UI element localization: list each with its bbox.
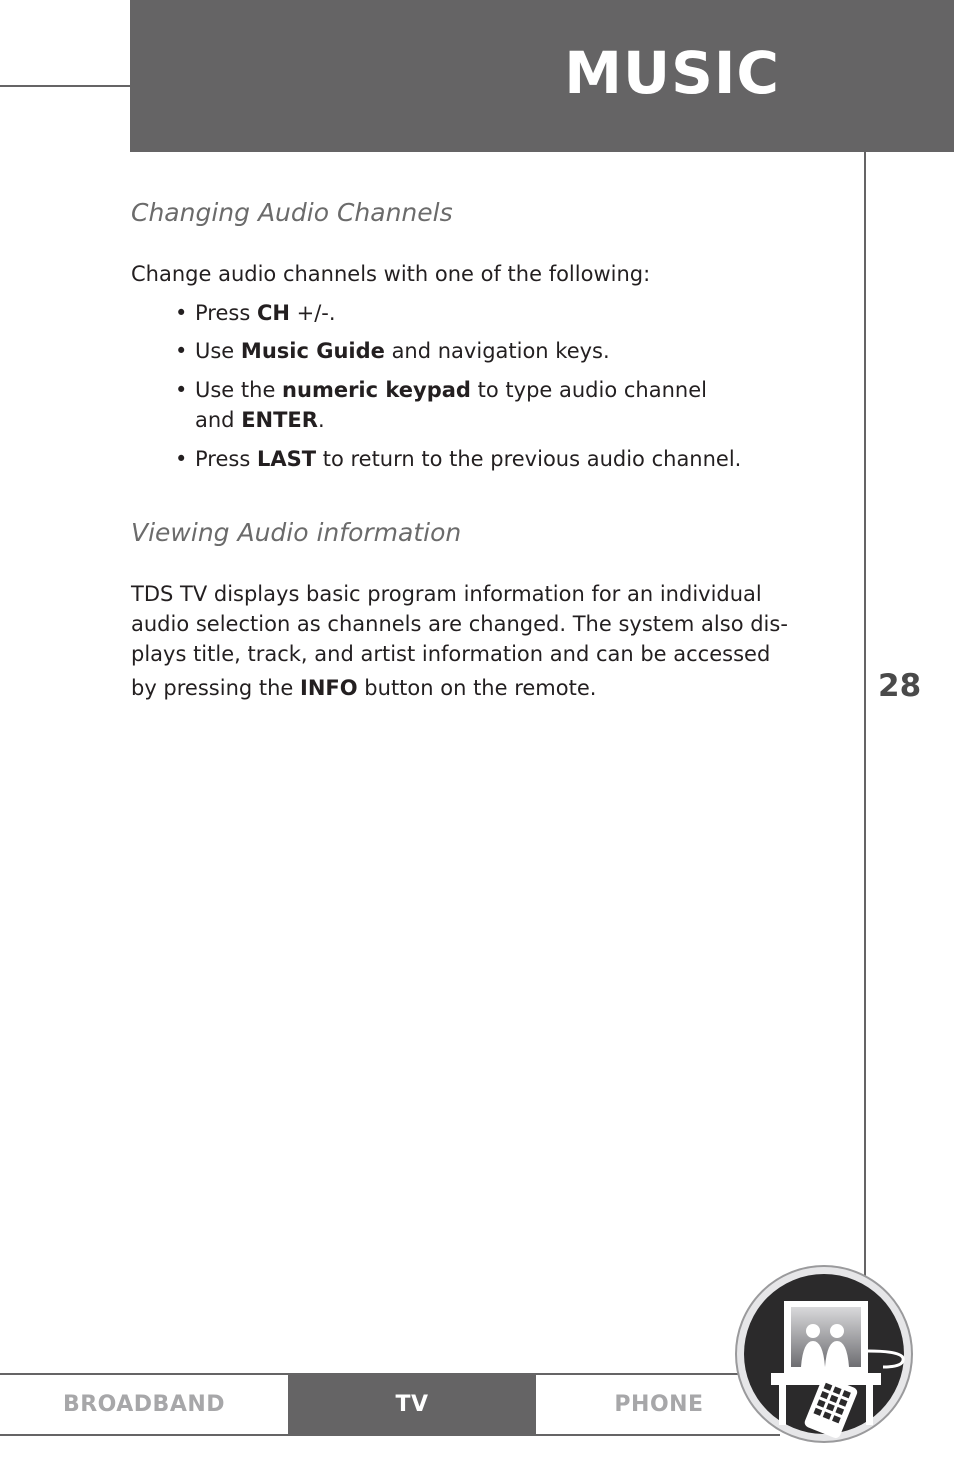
list-item <box>175 375 775 435</box>
tab-tv[interactable]: TV <box>288 1375 536 1434</box>
bullet-text: Press <box>195 447 257 471</box>
bullet-icon: • <box>175 378 188 402</box>
bullet-icon: • <box>175 447 188 471</box>
bullet-key: Music Guide <box>240 339 385 363</box>
section-heading-changing-audio: Changing Audio Channels <box>131 198 453 227</box>
bullet-text: . <box>317 408 325 432</box>
bullet-text: Press <box>195 301 257 325</box>
bullet-key: LAST <box>256 447 317 471</box>
footer-bottom-rule <box>0 1434 780 1436</box>
bullet-text: Use the <box>195 378 283 402</box>
right-margin-rule <box>864 152 866 1392</box>
info-key: INFO <box>300 676 358 700</box>
bullet-text: Use <box>195 339 241 363</box>
paragraph-line: button on the remote. <box>357 676 597 700</box>
bullet-icon: • <box>175 339 188 363</box>
bullet-text: +/-. <box>289 301 336 325</box>
section-heading-viewing-audio: Viewing Audio information <box>131 518 462 547</box>
bullet-text: to return to the previous audio channel. <box>316 447 742 471</box>
section2-paragraph <box>131 579 791 703</box>
list-item <box>175 298 775 328</box>
paragraph-line: plays title, track, and artist information and can be accessed <box>131 642 771 666</box>
paragraph-line: TDS TV displays basic program information for an individual <box>131 582 762 606</box>
paragraph-line: by pressing the <box>131 676 301 700</box>
bullet-icon: • <box>175 301 188 325</box>
tab-broadband[interactable]: BROADBAND <box>0 1375 288 1434</box>
tab-phone[interactable]: PHONE <box>536 1375 782 1434</box>
bullet-text: and navigation keys. <box>384 339 610 363</box>
header-bar <box>130 0 954 152</box>
top-left-rule <box>0 85 130 87</box>
section1-intro: Change audio channels with one of the following: <box>131 262 651 286</box>
bullet-key: CH <box>256 301 290 325</box>
tv-remote-icon <box>733 1263 915 1445</box>
bullet-key: ENTER <box>241 408 318 432</box>
paragraph-line: audio selection as channels are changed. The system also dis- <box>131 612 788 636</box>
list-item <box>175 336 775 366</box>
page-number: 28 <box>878 668 922 704</box>
bullet-text: and <box>195 408 242 432</box>
bullet-text: to type audio channel <box>470 378 707 402</box>
page-title: MUSIC <box>564 39 780 107</box>
list-item <box>175 444 775 474</box>
bullet-key: numeric keypad <box>282 378 471 402</box>
